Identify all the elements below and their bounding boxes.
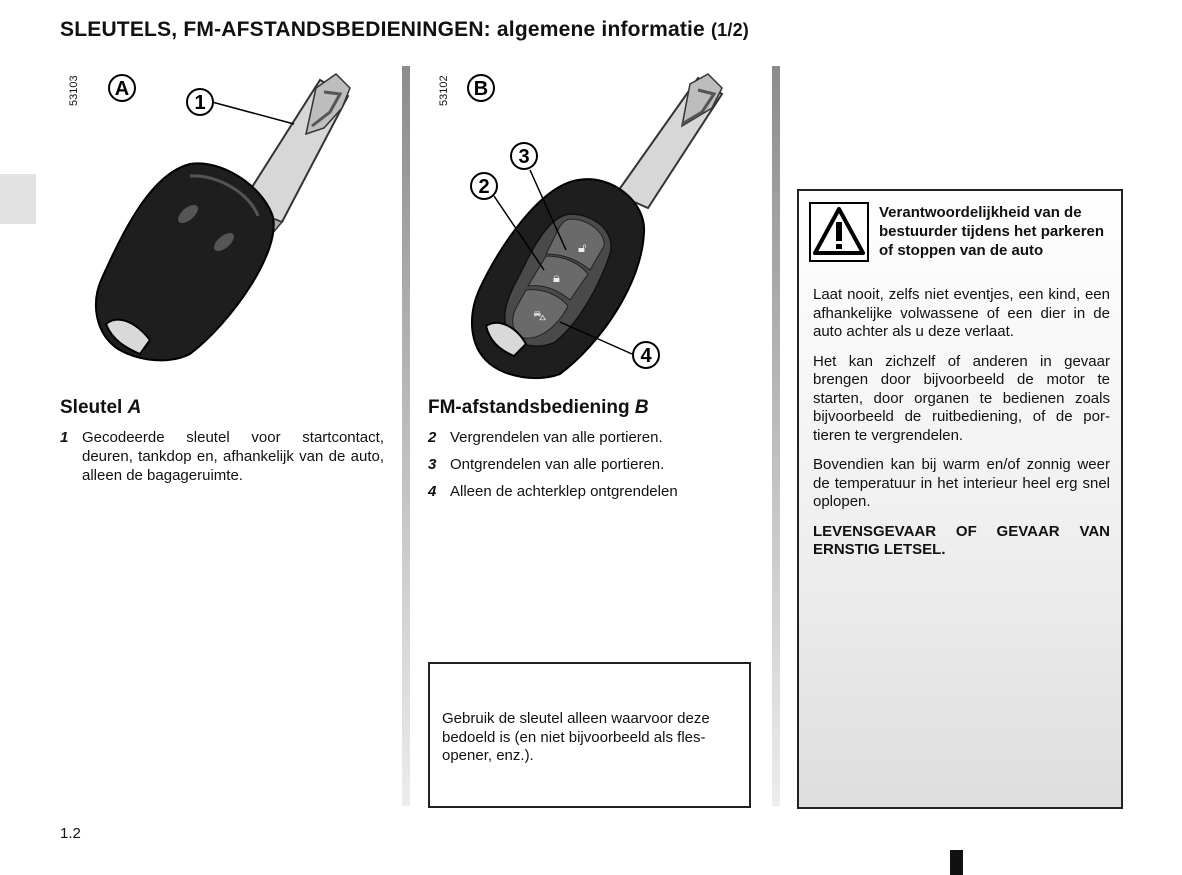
key-illustration [40,64,400,394]
column-divider-left [402,66,410,806]
figure-a-ref: 53103 [68,75,80,106]
key-list [60,428,384,493]
page-number: 1.2 [60,825,81,842]
callout-4: 4 [640,345,652,367]
key-heading: Sleutel A [60,397,142,418]
note-text: Gebruik de sleutel alleen waarvoor deze bedoeld is (en niet bijvoorbeeld als fles-opener, enz.). [442,710,710,764]
list-item: 2 Vergrendelen van alle portieren. [428,429,663,446]
figure-key-a [40,64,400,394]
section-tab [0,174,36,224]
list-item: 1 Gecodeerde sleutel voor startcontact, deuren, tankdop en, afhankelijk van de auto, alleen de bagageruimte. [60,429,384,484]
warning-triangle-icon [809,202,869,262]
warning-box [797,189,1123,809]
warning-paragraph: Bovendien kan bij warm en/of zonnig weer de temperatuur in het interieur heel erg snel oplopen. [813,456,1110,510]
warning-heading: Verantwoordelijkheid van de bestuurder tijdens het parkeren of stoppen van de auto [879,204,1105,259]
callout-1: 1 [194,92,206,114]
lock-icon: 🔒︎ [553,271,560,286]
page-title [60,18,749,42]
figure-b-label: B [473,78,489,100]
callout-2: 2 [478,176,490,198]
warning-paragraph: Het kan zichzelf of anderen in gevaar brengen door bijvoorbeeld de motor te starten, door organen te bedienen zoals bijvoorbeeld de ruitbediening, of de por-tieren te vergrendelen. [813,352,1110,444]
warning-body [813,286,1110,571]
page-title-part: (1/2) [710,20,749,40]
column-divider-right [772,66,780,806]
remote-illustration [420,64,770,394]
unlock-icon: 🔓︎ [578,241,587,256]
warning-paragraph: Laat nooit, zelfs niet eventjes, een kind, een afhankelijke volwassene of een dier in de auto achter als u deze verlaat. [813,286,1110,340]
page-title-main: SLEUTELS, FM-AFSTANDSBEDIENINGEN: algemene informatie [60,18,705,41]
note-box [428,662,751,808]
callout-3: 3 [518,146,530,168]
trunk-icon: ⛍︎ [533,309,547,324]
figure-remote-b [420,64,770,394]
warning-emphasis: LEVENSGEVAAR OF GEVAAR VAN ERNSTIG LETSEL. [813,522,1110,558]
list-item: 4 Alleen de achterklep ontgrendelen [428,483,678,500]
figure-b-ref: 53102 [438,75,450,106]
remote-heading: FM-afstandsbediening B [428,397,649,418]
list-item: 3 Ontgrendelen van alle portieren. [428,456,665,473]
figure-a-label: A [114,78,130,100]
remote-list [428,428,752,509]
page-edge-marker [950,850,963,875]
